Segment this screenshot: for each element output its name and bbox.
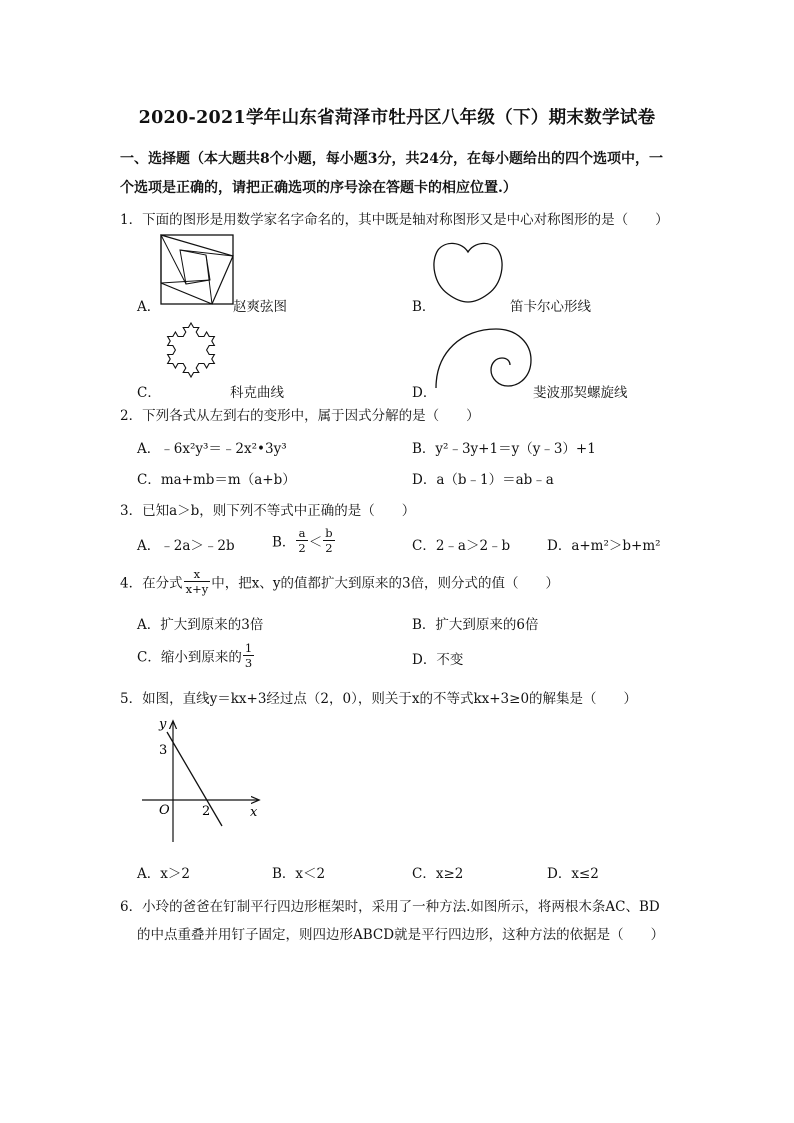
- q3-less-than: ＜: [308, 534, 323, 551]
- q1-option-b-label: B．: [412, 299, 436, 315]
- q4-frac-den: x+y: [185, 582, 209, 596]
- q5-option-a: A．x＞2: [137, 866, 190, 882]
- q3-option-b: [272, 526, 336, 555]
- q5-line-graph: [140, 714, 270, 844]
- q1-option-a-label: A．: [137, 299, 161, 315]
- q1-option-c-caption: 科克曲线: [230, 385, 284, 401]
- q4-fraction-one-third: [243, 641, 254, 670]
- q4-c-den: 3: [244, 656, 253, 670]
- page-title: 2020-2021学年山东省菏泽市牡丹区八年级（下）期末数学试卷: [138, 108, 656, 128]
- q1-option-b-caption: 笛卡尔心形线: [510, 299, 591, 315]
- y-tick-3: 3: [159, 743, 168, 758]
- zhao-shuang-figure-icon: [160, 234, 234, 306]
- cardioid-figure-icon: [432, 240, 504, 304]
- q4-frac-num: x: [184, 567, 211, 582]
- q4-fraction: [184, 567, 211, 596]
- section-heading-line2: 个选项是正确的，请把正确选项的序号涂在答题卡的相应位置.）: [120, 180, 517, 196]
- q3-fraction-b-over-2: [323, 526, 334, 555]
- q3-frac2-num: b: [325, 526, 333, 540]
- q5-stem: 5．如图，直线y＝kx+3经过点（2，0），则关于x的不等式kx+3≥0的解集是（ ）: [120, 691, 638, 707]
- q4-option-b: B．扩大到原来的6倍: [412, 617, 539, 633]
- q2-option-a: A．﹣6x²y³＝﹣2x²•3y³: [137, 441, 287, 457]
- q5-option-b: B．x＜2: [272, 866, 326, 882]
- q3-fraction-a-over-2: [296, 526, 307, 555]
- origin-label: O: [159, 803, 170, 818]
- q6-line1: 6．小玲的爸爸在钉制平行四边形框架时，采用了一种方法.如图所示，将两根木条AC、BD: [120, 899, 660, 915]
- section-heading-line1: 一、选择题（本大题共8个小题，每小题3分，共24分，在每小题给出的四个选项中，一: [120, 151, 663, 167]
- q5-option-c: C．x≥2: [412, 866, 464, 882]
- q6-line2: 的中点重叠并用钉子固定，则四边形ABCD就是平行四边形，这种方法的依据是（ ）: [137, 927, 665, 943]
- q3-option-b-label: B．: [272, 534, 296, 551]
- q1-option-d-caption: 斐波那契螺旋线: [533, 385, 628, 401]
- line-y-kx-plus-3: [167, 732, 222, 826]
- q3-frac1-den: 2: [298, 541, 306, 555]
- q2-option-c: C．ma+mb＝m（a+b）: [137, 472, 296, 488]
- q3-option-a: A．﹣2a＞﹣2b: [137, 538, 235, 554]
- q1-stem: 1．下面的图形是用数学家名字命名的，其中既是轴对称图形又是中心对称图形的是（ ）: [120, 212, 669, 228]
- q4-option-a: A．扩大到原来的3倍: [137, 617, 264, 633]
- q4-stem: [120, 567, 559, 596]
- q3-option-c: C．2﹣a＞2﹣b: [412, 538, 511, 554]
- q4-option-c-text: C．缩小到原来的: [137, 649, 242, 666]
- q2-stem: 2．下列各式从左到右的变形中，属于因式分解的是（ ）: [120, 408, 480, 424]
- koch-snowflake-figure-icon: [158, 316, 224, 382]
- q3-frac1-num: a: [296, 526, 307, 541]
- fibonacci-spiral-figure-icon: [432, 326, 532, 390]
- q4-option-d: D．不变: [412, 652, 464, 668]
- q4-option-c: [137, 641, 255, 670]
- q4-stem-post: 中，把x、y的值都扩大到原来的3倍，则分式的值（ ）: [211, 575, 560, 592]
- q5-option-d: D．x≤2: [547, 866, 599, 882]
- q2-option-d: D．a（b﹣1）＝ab﹣a: [412, 472, 554, 488]
- q3-frac2-den: 2: [325, 541, 333, 555]
- x-tick-2: 2: [202, 804, 211, 819]
- q4-c-num: 1: [244, 641, 253, 655]
- q4-stem-pre: 4．在分式: [120, 575, 183, 592]
- x-axis-label: x: [250, 805, 258, 820]
- y-axis-label: y: [159, 717, 167, 732]
- q1-option-a-caption: 赵爽弦图: [233, 299, 287, 315]
- q3-option-d: D．a+m²＞b+m²: [547, 538, 661, 554]
- q2-option-b: B．y²﹣3y+1＝y（y﹣3）+1: [412, 441, 596, 457]
- q1-option-d-label: D．: [412, 385, 437, 401]
- q3-stem: 3．已知a＞b，则下列不等式中正确的是（ ）: [120, 503, 416, 519]
- q1-option-c-label: C．: [137, 385, 161, 401]
